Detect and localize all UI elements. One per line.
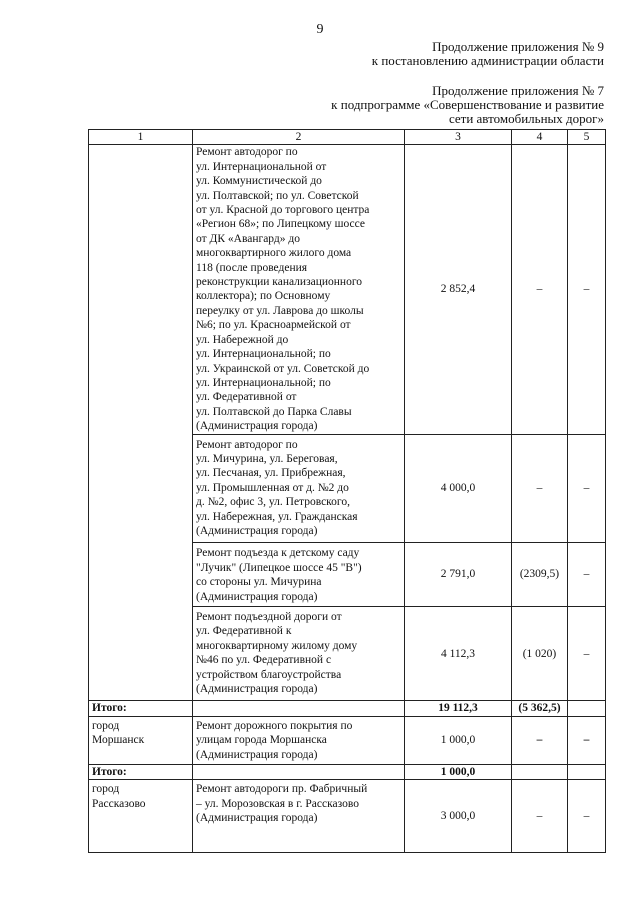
column-number: 4 [512, 130, 568, 145]
total-amount: (5 362,5) [512, 701, 568, 716]
header-line: к постановлению администрации области [371, 53, 604, 68]
amount-cell: (1 020) [512, 607, 568, 701]
amount-cell: 3 000,0 [405, 780, 512, 853]
empty-cell [512, 765, 568, 780]
table-row [89, 780, 606, 853]
project-description: Ремонт подъезда к детскому саду "Лучик" (Липецкое шоссе 45 "В") со стороны ул. Мичурина (Администрация города) [193, 543, 405, 607]
total-row [89, 765, 606, 780]
table-row [89, 716, 606, 764]
municipality-cell: город Моршанск [89, 716, 193, 764]
total-label: Итого: [89, 765, 193, 780]
amount-cell: – [568, 780, 606, 853]
amount-cell: 1 000,0 [405, 716, 512, 764]
municipality-cell: город Рассказово [89, 780, 193, 853]
project-description: Ремонт автодороги пр. Фабричный – ул. Морозовская в г. Рассказово (Администрация города) [193, 780, 405, 853]
column-number: 1 [89, 130, 193, 145]
amount-cell: – [512, 780, 568, 853]
empty-cell [568, 701, 606, 716]
page-number: 9 [316, 22, 324, 37]
amount-cell: – [512, 716, 568, 764]
header-block-appendix-7 [331, 84, 604, 126]
column-number: 5 [568, 130, 606, 145]
header-block-appendix-9 [372, 40, 604, 68]
table-row [89, 145, 606, 434]
empty-cell [193, 765, 405, 780]
amount-cell: – [568, 434, 606, 543]
funding-table [88, 129, 606, 853]
header-line: Продолжение приложения № 7 [432, 83, 604, 98]
total-amount: 19 112,3 [405, 701, 512, 716]
header-line: Продолжение приложения № 9 [432, 39, 604, 54]
amount-cell: – [568, 145, 606, 434]
total-amount: 1 000,0 [405, 765, 512, 780]
empty-cell [193, 701, 405, 716]
amount-cell: 2 852,4 [405, 145, 512, 434]
amount-cell: – [568, 543, 606, 607]
empty-cell [568, 765, 606, 780]
amount-cell: (2309,5) [512, 543, 568, 607]
total-row [89, 701, 606, 716]
total-label: Итого: [89, 701, 193, 716]
project-description: Ремонт подъездной дороги от ул. Федеративной к многоквартирному жилому дому №46 по ул. Федеративной с устройством благоустройства (Администрация города) [193, 607, 405, 701]
amount-cell: 4 000,0 [405, 434, 512, 543]
amount-cell: 2 791,0 [405, 543, 512, 607]
amount-cell: – [512, 434, 568, 543]
column-number: 2 [193, 130, 405, 145]
column-number-row [89, 130, 606, 145]
column-number: 3 [405, 130, 512, 145]
amount-cell: – [568, 716, 606, 764]
amount-cell: – [512, 145, 568, 434]
project-description: Ремонт автодорог по ул. Мичурина, ул. Береговая, ул. Песчаная, ул. Прибрежная, ул. Промышленная от д. №2 до д. №2, офис 3, ул. Петровского, ул. Набережная, ул. Гражданская (Администрация города) [193, 434, 405, 543]
project-description: Ремонт автодорог по ул. Интернациональной от ул. Коммунистической до ул. Полтавской; по ул. Советской от ул. Красной до торгового центра «Регион 68»; по Липецкому шоссе от ДК «Авангард» до многоквартирного жилого дома 118 (после проведения реконструкции канализационного коллектора); по Основному переулку от ул. Лаврова до школы №6; по ул. Красноармейской от ул. Набережной до ул. Интернациональной; по ул. Украинской от ул. Советской до ул. Интернациональной; по ул. Федеративной от ул. Полтавской до Парка Славы (Администрация города) [193, 145, 405, 434]
amount-cell: – [568, 607, 606, 701]
project-description: Ремонт дорожного покрытия по улицам города Моршанска (Администрация города) [193, 716, 405, 764]
municipality-cell [89, 145, 193, 701]
header-line: сети автомобильных дорог» [448, 111, 604, 126]
header-line: к подпрограмме «Совершенствование и развитие [331, 97, 604, 112]
amount-cell: 4 112,3 [405, 607, 512, 701]
